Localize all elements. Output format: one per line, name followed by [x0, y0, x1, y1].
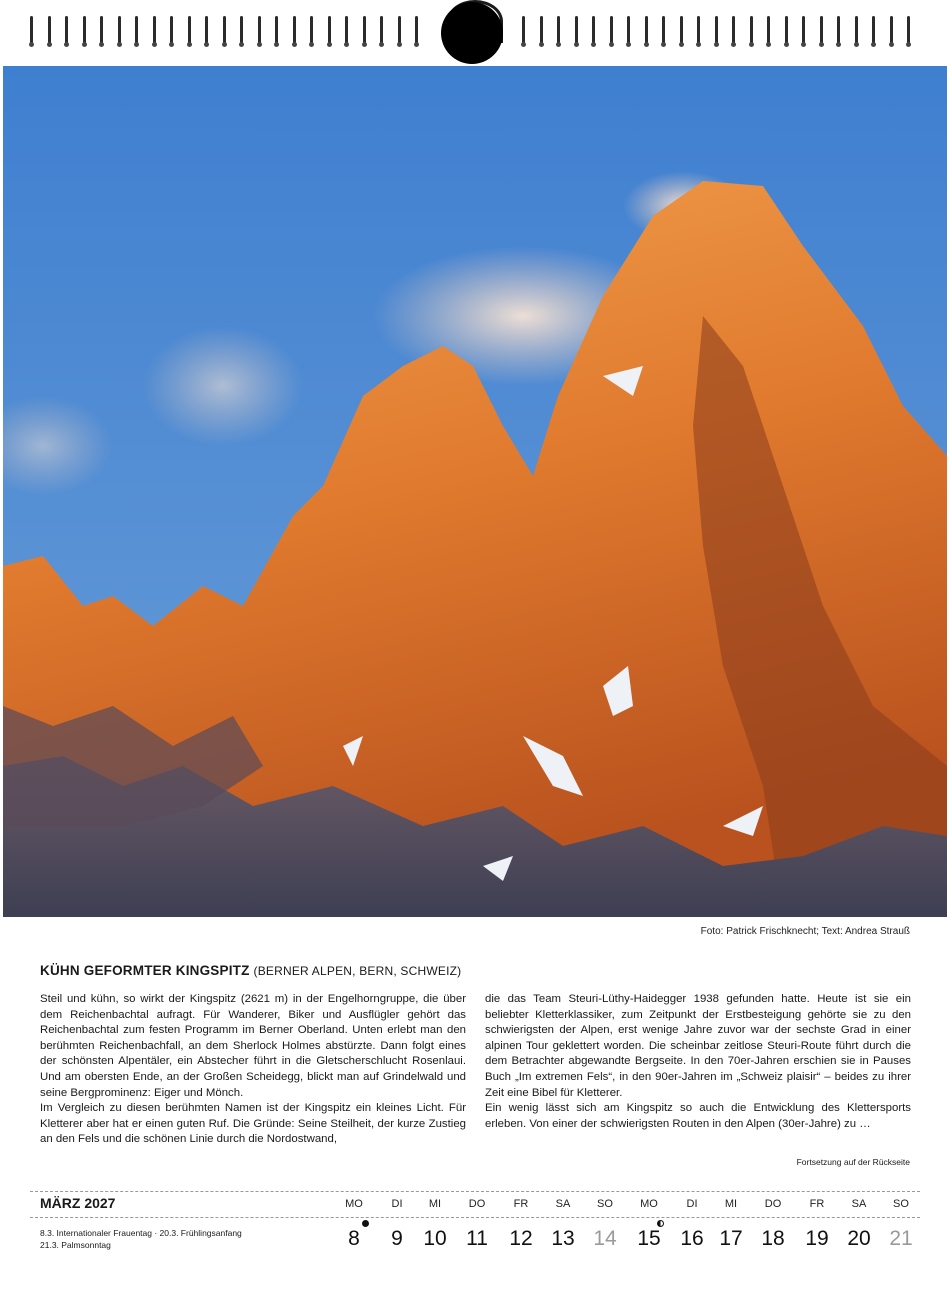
day-number: 15	[637, 1227, 661, 1250]
calendar-divider	[30, 1191, 920, 1192]
weekday-label: DO	[468, 1198, 486, 1210]
spiral-wire	[118, 16, 121, 46]
spiral-wire	[645, 16, 648, 46]
spiral-wire	[907, 16, 910, 46]
day-number: 9	[391, 1227, 403, 1250]
spiral-wire	[715, 16, 718, 46]
holiday-line: 8.3. Internationaler Frauentag · 20.3. Frühlingsanfang	[40, 1228, 242, 1238]
weekday-label: MO	[640, 1198, 658, 1210]
day-number: 19	[805, 1227, 829, 1250]
weekday-label: DI	[686, 1198, 698, 1210]
spiral-wire	[258, 16, 261, 46]
article-column-left	[40, 992, 466, 1148]
article-title	[40, 963, 461, 978]
weekday-label: MI	[724, 1198, 738, 1210]
spiral-wire	[610, 16, 613, 46]
hanger-hole	[441, 2, 503, 64]
day-number: 11	[466, 1227, 488, 1250]
day-number: 20	[847, 1227, 871, 1250]
weekday-label: SA	[851, 1198, 867, 1210]
spiral-wire	[363, 16, 366, 46]
spiral-binding	[0, 0, 950, 66]
spiral-wire	[662, 16, 665, 46]
spiral-wire	[785, 16, 788, 46]
spiral-wire	[398, 16, 401, 46]
weekday-label: SA	[555, 1198, 571, 1210]
spiral-wire	[380, 16, 383, 46]
spiral-wire	[540, 16, 543, 46]
weekday-label: DO	[764, 1198, 782, 1210]
spiral-wire	[293, 16, 296, 46]
article-paragraph: die das Team Steuri-Lüthy-Haidegger 1938 gefunden hatte. Heute ist sie ein beliebter Kletterklassiker, zum Zeitpunkt der Erstbesteigung gehörte sie zu den schwierigsten der Alpen, erst wenige Jahre zuvor war der sechste Grad in einer alpinen Tour geklettert worden. Die scheinbar zeitlose Steuri-Route führt durch die dem Betrachter abgewandte Bergseite. In den 70er-Jahren erschien sie in Pauses Buch „Im extremen Fels“, in den 90er-Jahren im „Schweiz plaisir“ – beides zu ihrer Zeit eine Bibel für Kletterer.	[485, 993, 911, 1099]
mountain-photo	[3, 66, 947, 917]
spiral-wire	[30, 16, 33, 46]
day-number: 17	[719, 1227, 743, 1250]
spiral-wire	[575, 16, 578, 46]
day-number: 16	[680, 1227, 704, 1250]
spiral-wire	[188, 16, 191, 46]
spiral-wire	[680, 16, 683, 46]
article-paragraph: Steil und kühn, so wirkt der Kingspitz (2621 m) in der Engelhorngruppe, die über dem Reichenbachtal aufragt. Für Wanderer, Biker und Ausflügler gehört das Reichenbachtal zum festen Programm im Berner Oberland. Unten erlebt man den berühmten Reichenbachfall, an dem Sherlock Holmes abstürzte. Dann folgt eines der schönsten Alpentäler, ein Abstecher führt in die Gletscherschlucht Rosenlaui. Und am obersten Ende, an der Großen Scheidegg, blickt man auf Grindelwald und seine Bergprominenz: Eiger und Mönch.	[40, 993, 466, 1099]
day-number: 10	[423, 1227, 447, 1250]
spiral-wire	[855, 16, 858, 46]
continuation-note: Fortsetzung auf der Rückseite	[796, 1157, 910, 1167]
spiral-wire	[837, 16, 840, 46]
day-number: 13	[551, 1227, 575, 1250]
spiral-wire	[48, 16, 51, 46]
spiral-wire	[345, 16, 348, 46]
spiral-wire	[820, 16, 823, 46]
article-column-right	[485, 992, 911, 1132]
calendar-month: MÄRZ 2027	[40, 1195, 116, 1211]
article-title-text: KÜHN GEFORMTER KINGSPITZ	[40, 963, 250, 978]
spiral-wire	[750, 16, 753, 46]
spiral-wire	[153, 16, 156, 46]
spiral-wire	[310, 16, 313, 46]
day-number: 18	[761, 1227, 785, 1250]
weekday-label: FR	[809, 1198, 825, 1210]
holiday-notes	[40, 1227, 242, 1251]
day-number: 12	[509, 1227, 533, 1250]
spiral-wire	[223, 16, 226, 46]
weekday-label: SO	[597, 1198, 613, 1210]
weekday-label: FR	[513, 1198, 529, 1210]
spiral-wire	[592, 16, 595, 46]
spiral-wire	[170, 16, 173, 46]
article-paragraph: Im Vergleich zu diesen berühmten Namen ist der Kingspitz ein kleines Licht. Für Kletterer aber hat er einen guten Ruf. Die Gründe: Seine Steilheit, der kurze Zustieg an den Fels und die schönen Linie durch die Nordostwand,	[40, 1102, 466, 1146]
article-region: (BERNER ALPEN, BERN, SCHWEIZ)	[253, 964, 462, 978]
spiral-wire	[522, 16, 525, 46]
weekday-label: MO	[345, 1198, 363, 1210]
spiral-wire	[205, 16, 208, 46]
spiral-wire	[100, 16, 103, 46]
spiral-wire	[275, 16, 278, 46]
spiral-wire	[697, 16, 700, 46]
spiral-wire	[135, 16, 138, 46]
half-moon-icon	[657, 1220, 664, 1227]
holiday-line: 21.3. Palmsonntag	[40, 1240, 111, 1250]
spiral-wire	[890, 16, 893, 46]
spiral-wire	[627, 16, 630, 46]
article-paragraph: Ein wenig lässt sich am Kingspitz so auch die Entwicklung des Klettersports erleben. Von einer der schwierigsten Routen in den Alpen (30er-Jahre) zu …	[485, 1102, 911, 1130]
spiral-wire	[328, 16, 331, 46]
spiral-wire	[65, 16, 68, 46]
full-moon-icon	[362, 1220, 369, 1227]
weekday-label: SO	[893, 1198, 909, 1210]
spiral-wire	[802, 16, 805, 46]
spiral-wire	[83, 16, 86, 46]
weekday-label: MI	[428, 1198, 442, 1210]
spiral-wire	[732, 16, 735, 46]
day-number: 21	[889, 1227, 913, 1250]
spiral-wire	[240, 16, 243, 46]
weekday-label: DI	[391, 1198, 403, 1210]
calendar-divider	[30, 1217, 920, 1218]
day-number: 14	[593, 1227, 617, 1250]
spiral-wire	[872, 16, 875, 46]
spiral-wire	[415, 16, 418, 46]
spiral-wire	[767, 16, 770, 46]
photo-credit: Foto: Patrick Frischknecht; Text: Andrea Strauß	[700, 926, 910, 937]
spiral-wire	[557, 16, 560, 46]
day-number: 8	[348, 1227, 360, 1250]
